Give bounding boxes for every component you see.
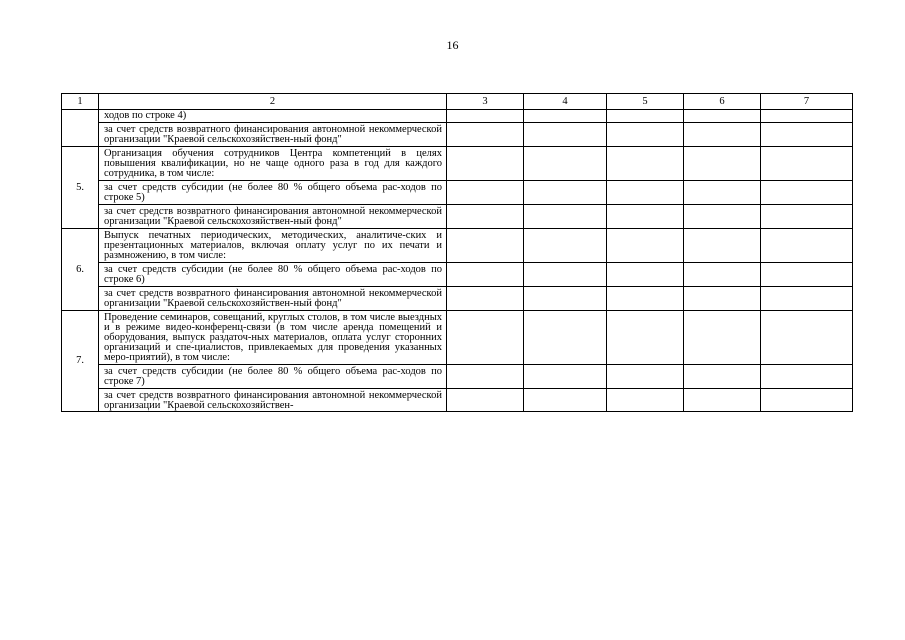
value-cell bbox=[607, 229, 684, 263]
table-row bbox=[62, 110, 853, 123]
value-cell bbox=[524, 263, 607, 287]
row-description: за счет средств возвратного финансирования автономной некоммерческой организации "Краевой сельскохозяйствен- bbox=[99, 389, 447, 412]
value-cell bbox=[761, 365, 853, 389]
row-description: Организация обучения сотрудников Центра компетенций в целях повышения квалификации, но не чаще одного раза в год для каждого сотрудника, в том числе: bbox=[99, 147, 447, 181]
value-cell bbox=[684, 263, 761, 287]
value-cell bbox=[684, 287, 761, 311]
value-cell bbox=[524, 311, 607, 365]
value-cell bbox=[524, 229, 607, 263]
value-cell bbox=[684, 389, 761, 412]
table-row bbox=[62, 287, 853, 311]
row-description: за счет средств возвратного финансирования автономной некоммерческой организации "Краевой сельскохозяйствен-ный фонд" bbox=[99, 287, 447, 311]
column-number-header: 6 bbox=[684, 94, 761, 110]
value-cell bbox=[447, 229, 524, 263]
column-number-header: 7 bbox=[761, 94, 853, 110]
value-cell bbox=[684, 205, 761, 229]
column-number-header: 3 bbox=[447, 94, 524, 110]
table-row bbox=[62, 389, 853, 412]
value-cell bbox=[684, 110, 761, 123]
row-number-cell: 7. bbox=[62, 311, 99, 412]
value-cell bbox=[761, 229, 853, 263]
value-cell bbox=[607, 263, 684, 287]
value-cell bbox=[447, 287, 524, 311]
value-cell bbox=[524, 147, 607, 181]
value-cell bbox=[761, 389, 853, 412]
value-cell bbox=[447, 110, 524, 123]
row-description: за счет средств возвратного финансирования автономной некоммерческой организации "Краевой сельскохозяйствен-ный фонд" bbox=[99, 123, 447, 147]
value-cell bbox=[607, 181, 684, 205]
value-cell bbox=[524, 181, 607, 205]
budget-table bbox=[61, 93, 853, 412]
value-cell bbox=[607, 311, 684, 365]
table-row bbox=[62, 365, 853, 389]
row-number-cell: 6. bbox=[62, 229, 99, 311]
value-cell bbox=[607, 287, 684, 311]
row-number-cell bbox=[62, 110, 99, 147]
value-cell bbox=[447, 263, 524, 287]
value-cell bbox=[684, 123, 761, 147]
value-cell bbox=[761, 311, 853, 365]
value-cell bbox=[684, 311, 761, 365]
value-cell bbox=[447, 365, 524, 389]
value-cell bbox=[684, 365, 761, 389]
value-cell bbox=[447, 181, 524, 205]
value-cell bbox=[524, 110, 607, 123]
row-description: Проведение семинаров, совещаний, круглых столов, в том числе выездных и в режиме видео-конференц-связи (в том числе аренда помещений и оборудования, выпуск раздаточ-ных материалов, оплата услуг сторонних организаций и спе-циалистов, привлекаемых для проведения указанных меро-приятий), в том числе: bbox=[99, 311, 447, 365]
row-description: за счет средств субсидии (не более 80 % общего объема рас-ходов по строке 6) bbox=[99, 263, 447, 287]
value-cell bbox=[607, 110, 684, 123]
table-row bbox=[62, 263, 853, 287]
value-cell bbox=[684, 229, 761, 263]
table-row bbox=[62, 147, 853, 181]
value-cell bbox=[447, 147, 524, 181]
value-cell bbox=[607, 205, 684, 229]
value-cell bbox=[684, 147, 761, 181]
table-row bbox=[62, 311, 853, 365]
value-cell bbox=[524, 287, 607, 311]
column-number-header: 4 bbox=[524, 94, 607, 110]
value-cell bbox=[761, 205, 853, 229]
value-cell bbox=[524, 123, 607, 147]
row-description: за счет средств субсидии (не более 80 % общего объема рас-ходов по строке 7) bbox=[99, 365, 447, 389]
row-description: ходов по строке 4) bbox=[99, 110, 447, 123]
value-cell bbox=[447, 389, 524, 412]
value-cell bbox=[761, 110, 853, 123]
table-row bbox=[62, 181, 853, 205]
column-number-header: 2 bbox=[99, 94, 447, 110]
value-cell bbox=[524, 205, 607, 229]
table-row bbox=[62, 229, 853, 263]
value-cell bbox=[524, 389, 607, 412]
value-cell bbox=[684, 181, 761, 205]
value-cell bbox=[607, 147, 684, 181]
value-cell bbox=[761, 287, 853, 311]
column-number-header: 1 bbox=[62, 94, 99, 110]
page-number: 16 bbox=[446, 38, 459, 52]
table-row bbox=[62, 205, 853, 229]
table-row bbox=[62, 123, 853, 147]
value-cell bbox=[607, 389, 684, 412]
row-number-cell: 5. bbox=[62, 147, 99, 229]
value-cell bbox=[447, 205, 524, 229]
row-description: за счет средств возвратного финансирования автономной некоммерческой организации "Краевой сельскохозяйствен-ный фонд" bbox=[99, 205, 447, 229]
value-cell bbox=[447, 311, 524, 365]
row-description: за счет средств субсидии (не более 80 % общего объема рас-ходов по строке 5) bbox=[99, 181, 447, 205]
value-cell bbox=[761, 181, 853, 205]
column-number-row bbox=[62, 94, 853, 110]
value-cell bbox=[607, 365, 684, 389]
value-cell bbox=[607, 123, 684, 147]
budget-table-body bbox=[62, 94, 853, 412]
value-cell bbox=[447, 123, 524, 147]
value-cell bbox=[524, 365, 607, 389]
row-description: Выпуск печатных периодических, методических, аналитиче-ских и презентационных материалов, включая оплату услуг по их печати и размножению, в том числе: bbox=[99, 229, 447, 263]
value-cell bbox=[761, 263, 853, 287]
value-cell bbox=[761, 123, 853, 147]
column-number-header: 5 bbox=[607, 94, 684, 110]
value-cell bbox=[761, 147, 853, 181]
